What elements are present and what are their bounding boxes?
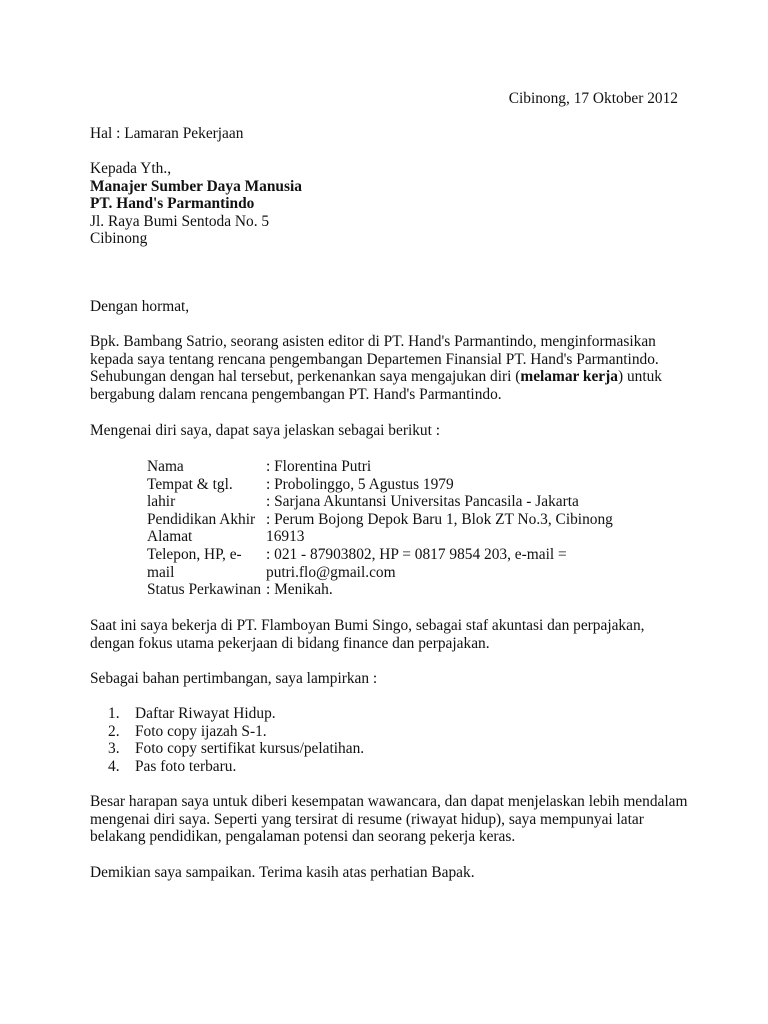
intro-line: kepada saya tentang rencana pengembangan Departemen Finansial PT. Hand's Parmantindo.	[90, 350, 659, 368]
work-paragraph	[90, 617, 645, 652]
personal-label: Pendidikan Akhir	[147, 510, 256, 528]
letter-date: Cibinong, 17 Oktober 2012	[508, 90, 678, 107]
recipient-position: Manajer Sumber Daya Manusia	[90, 177, 302, 195]
recipient-block	[90, 160, 302, 248]
personal-value: : Probolinggo, 5 Agustus 1979	[266, 475, 454, 493]
list-number: 1.	[108, 705, 120, 722]
personal-label: Tempat & tgl.	[147, 475, 233, 493]
intro-line: Bpk. Bambang Satrio, seorang asisten editor di PT. Hand's Parmantindo, menginformasikan	[90, 333, 656, 350]
hope-line: Besar harapan saya untuk diberi kesempatan wawancara, dan dapat menjelaskan lebih mendalam	[90, 793, 688, 810]
personal-label: Alamat	[147, 528, 193, 546]
recipient-greeting: Kepada Yth.,	[90, 160, 172, 177]
about-intro: Mengenai diri saya, dapat saya jelaskan sebagai berikut :	[90, 422, 441, 439]
intro-line: bergabung dalam rencana pengembangan PT. Hand's Parmantindo.	[90, 385, 502, 403]
recipient-street: Jl. Raya Bumi Sentoda No. 5	[90, 212, 270, 230]
intro-line	[90, 368, 662, 386]
list-number: 3.	[108, 740, 120, 758]
personal-value: : 021 - 87903802, HP = 0817 9854 203, e-mail =	[266, 545, 567, 563]
list-number: 4.	[108, 757, 120, 775]
list-text: Daftar Riwayat Hidup.	[135, 705, 276, 722]
recipient-city: Cibinong	[90, 230, 148, 248]
letter-subject: Hal : Lamaran Pekerjaan	[90, 125, 244, 142]
personal-label: lahir	[147, 493, 176, 511]
closing-line: Demikian saya sampaikan. Terima kasih atas perhatian Bapak.	[90, 864, 475, 881]
personal-label: Nama	[147, 458, 184, 475]
personal-label: Telepon, HP, e-	[147, 545, 242, 563]
attachments-intro: Sebagai bahan pertimbangan, saya lampirkan :	[90, 670, 378, 687]
personal-value: : Perum Bojong Depok Baru 1, Blok ZT No.3, Cibinong	[266, 510, 613, 528]
personal-labels	[147, 458, 261, 599]
recipient-company: PT. Hand's Parmantindo	[90, 195, 255, 213]
hope-line: belakang pendidikan, pengalaman potensi dan seorang pekerja keras.	[90, 828, 516, 846]
personal-value: : Sarjana Akuntansi Universitas Pancasila - Jakarta	[266, 493, 579, 511]
personal-values	[266, 458, 613, 599]
personal-value: putri.flo@gmail.com	[266, 563, 396, 581]
list-text: Foto copy ijazah S-1.	[135, 722, 267, 740]
intro-paragraph	[90, 333, 662, 403]
hope-line: mengenai diri saya. Seperti yang tersirat di resume (riwayat hidup), saya mempunyai latar	[90, 810, 644, 828]
intro-text: Sehubungan dengan hal tersebut, perkenankan saya mengajukan diri (	[90, 368, 521, 386]
work-line: Saat ini saya bekerja di PT. Flamboyan Bumi Singo, sebagai staf akuntasi dan perpajakan,	[90, 617, 645, 634]
list-text: Foto copy sertifikat kursus/pelatihan.	[135, 740, 365, 758]
intro-text: ) untuk	[617, 368, 662, 386]
list-number: 2.	[108, 722, 120, 740]
personal-value: : Florentina Putri	[266, 458, 372, 475]
personal-label: Status Perkawinan	[147, 581, 262, 599]
personal-value: 16913	[266, 528, 305, 546]
work-line: dengan fokus utama pekerjaan di bidang finance dan perpajakan.	[90, 634, 490, 652]
personal-value: : Menikah.	[266, 581, 333, 599]
intro-emphasis: melamar kerja	[520, 368, 618, 386]
salutation: Dengan hormat,	[90, 298, 190, 315]
personal-label: mail	[147, 563, 175, 581]
hope-paragraph	[90, 793, 687, 846]
list-text: Pas foto terbaru.	[135, 757, 237, 775]
